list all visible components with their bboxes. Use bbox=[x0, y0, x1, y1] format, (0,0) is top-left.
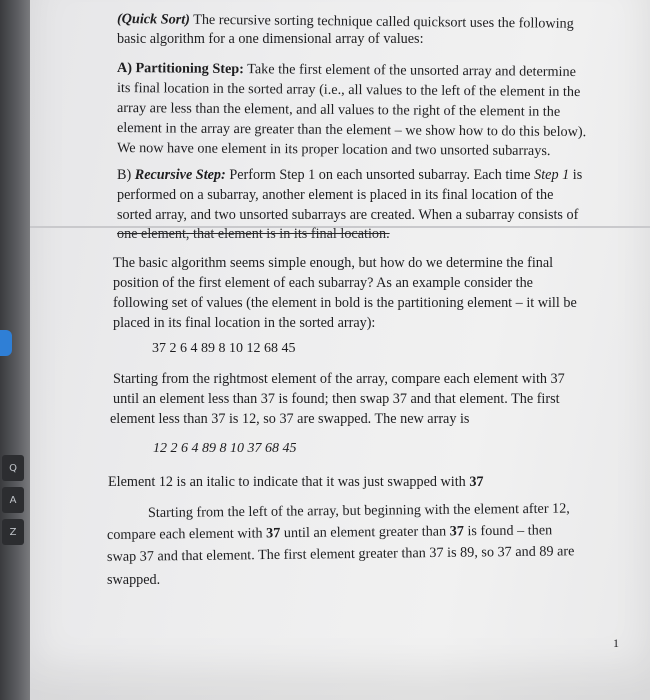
rightmost-line-3: element less than 37 is 12, so 37 are swapped. The new array is bbox=[110, 411, 470, 427]
leftside-bold-37b: 37 bbox=[449, 523, 464, 540]
page-number: 1 bbox=[613, 636, 619, 650]
keyboard-edge bbox=[0, 0, 30, 700]
intro-title: (Quick Sort) bbox=[116, 11, 191, 28]
recursive-line-1 bbox=[117, 165, 582, 185]
partition-text-1: Take the first element of the unsorted array and determine bbox=[243, 61, 576, 81]
leftside-line-1: Starting from the left of the array, but beginning with the element after 12, bbox=[147, 500, 570, 521]
recursive-text-1a: Perform Step 1 on each unsorted subarray. Each time bbox=[225, 167, 535, 183]
partition-line-5: We now have one element in its proper location and two unsorted subarrays. bbox=[116, 140, 551, 160]
partition-label: A) Partitioning Step: bbox=[116, 60, 244, 78]
recursive-line-4: one element, that element is in its final location. bbox=[117, 226, 390, 242]
rightmost-line-2: until an element less than 37 is found; then swap 37 and that element. The first bbox=[113, 391, 560, 407]
basic-line-4: placed in its final location in the sorted array): bbox=[113, 315, 376, 331]
recursive-line-3: sorted array, and two unsorted subarrays are created. When a subarray consists of bbox=[117, 207, 579, 223]
leftside-line-3: swap 37 and that element. The first element greater than 37 is 89, so 37 and 89 are bbox=[106, 543, 575, 565]
basic-line-1: The basic algorithm seems simple enough, but how do we determine the final bbox=[113, 255, 554, 271]
recursive-prefix: B) bbox=[117, 167, 135, 183]
leftside-line-4: swapped. bbox=[107, 572, 161, 588]
key-q: Q bbox=[2, 455, 24, 481]
italic-note-number: 37 bbox=[469, 474, 484, 490]
basic-line-3: following set of values (the element in bold is the partitioning element – it will be bbox=[113, 295, 577, 311]
key-z: Z bbox=[2, 519, 24, 545]
partition-line-4: element in the array are greater than the element – we show how to do this below). bbox=[116, 120, 587, 141]
array-original: 37 2 6 4 89 8 10 12 68 45 bbox=[152, 341, 296, 356]
blue-indicator bbox=[0, 330, 12, 356]
rightmost-line-1: Starting from the rightmost element of the array, compare each element with 37 bbox=[113, 371, 565, 387]
basic-line-2: position of the first element of each subarray? As an example consider the bbox=[113, 275, 533, 291]
leftside-text-2c: until an element greater than bbox=[280, 523, 450, 542]
recursive-text-1b: is bbox=[569, 167, 583, 183]
italic-note-text: Element 12 is an italic to indicate that it was just swapped with bbox=[108, 474, 470, 490]
italic-note bbox=[108, 472, 484, 492]
recursive-step-ref: Step 1 bbox=[534, 167, 570, 183]
leftside-text-2e: is found – then bbox=[463, 522, 553, 540]
partition-line-2: its final location in the sorted array (i.e., all values to the left of the element in the bbox=[116, 80, 581, 101]
array-swapped: 12 2 6 4 89 8 10 37 68 45 bbox=[153, 441, 297, 456]
intro-line-2: basic algorithm for a one dimensional array of values: bbox=[117, 31, 424, 47]
intro-text: The recursive sorting technique called quicksort uses the following bbox=[189, 11, 574, 32]
recursive-label: Recursive Step: bbox=[134, 167, 226, 183]
key-a: A bbox=[2, 487, 24, 513]
partition-line-3: array are less than the element, and all values to the right of the element in the bbox=[116, 100, 561, 120]
leftside-bold-37a: 37 bbox=[266, 525, 281, 542]
leftside-text-2a: compare each element with bbox=[106, 525, 267, 543]
recursive-line-2: performed on a subarray, another element is placed in its final location of the bbox=[117, 187, 554, 203]
